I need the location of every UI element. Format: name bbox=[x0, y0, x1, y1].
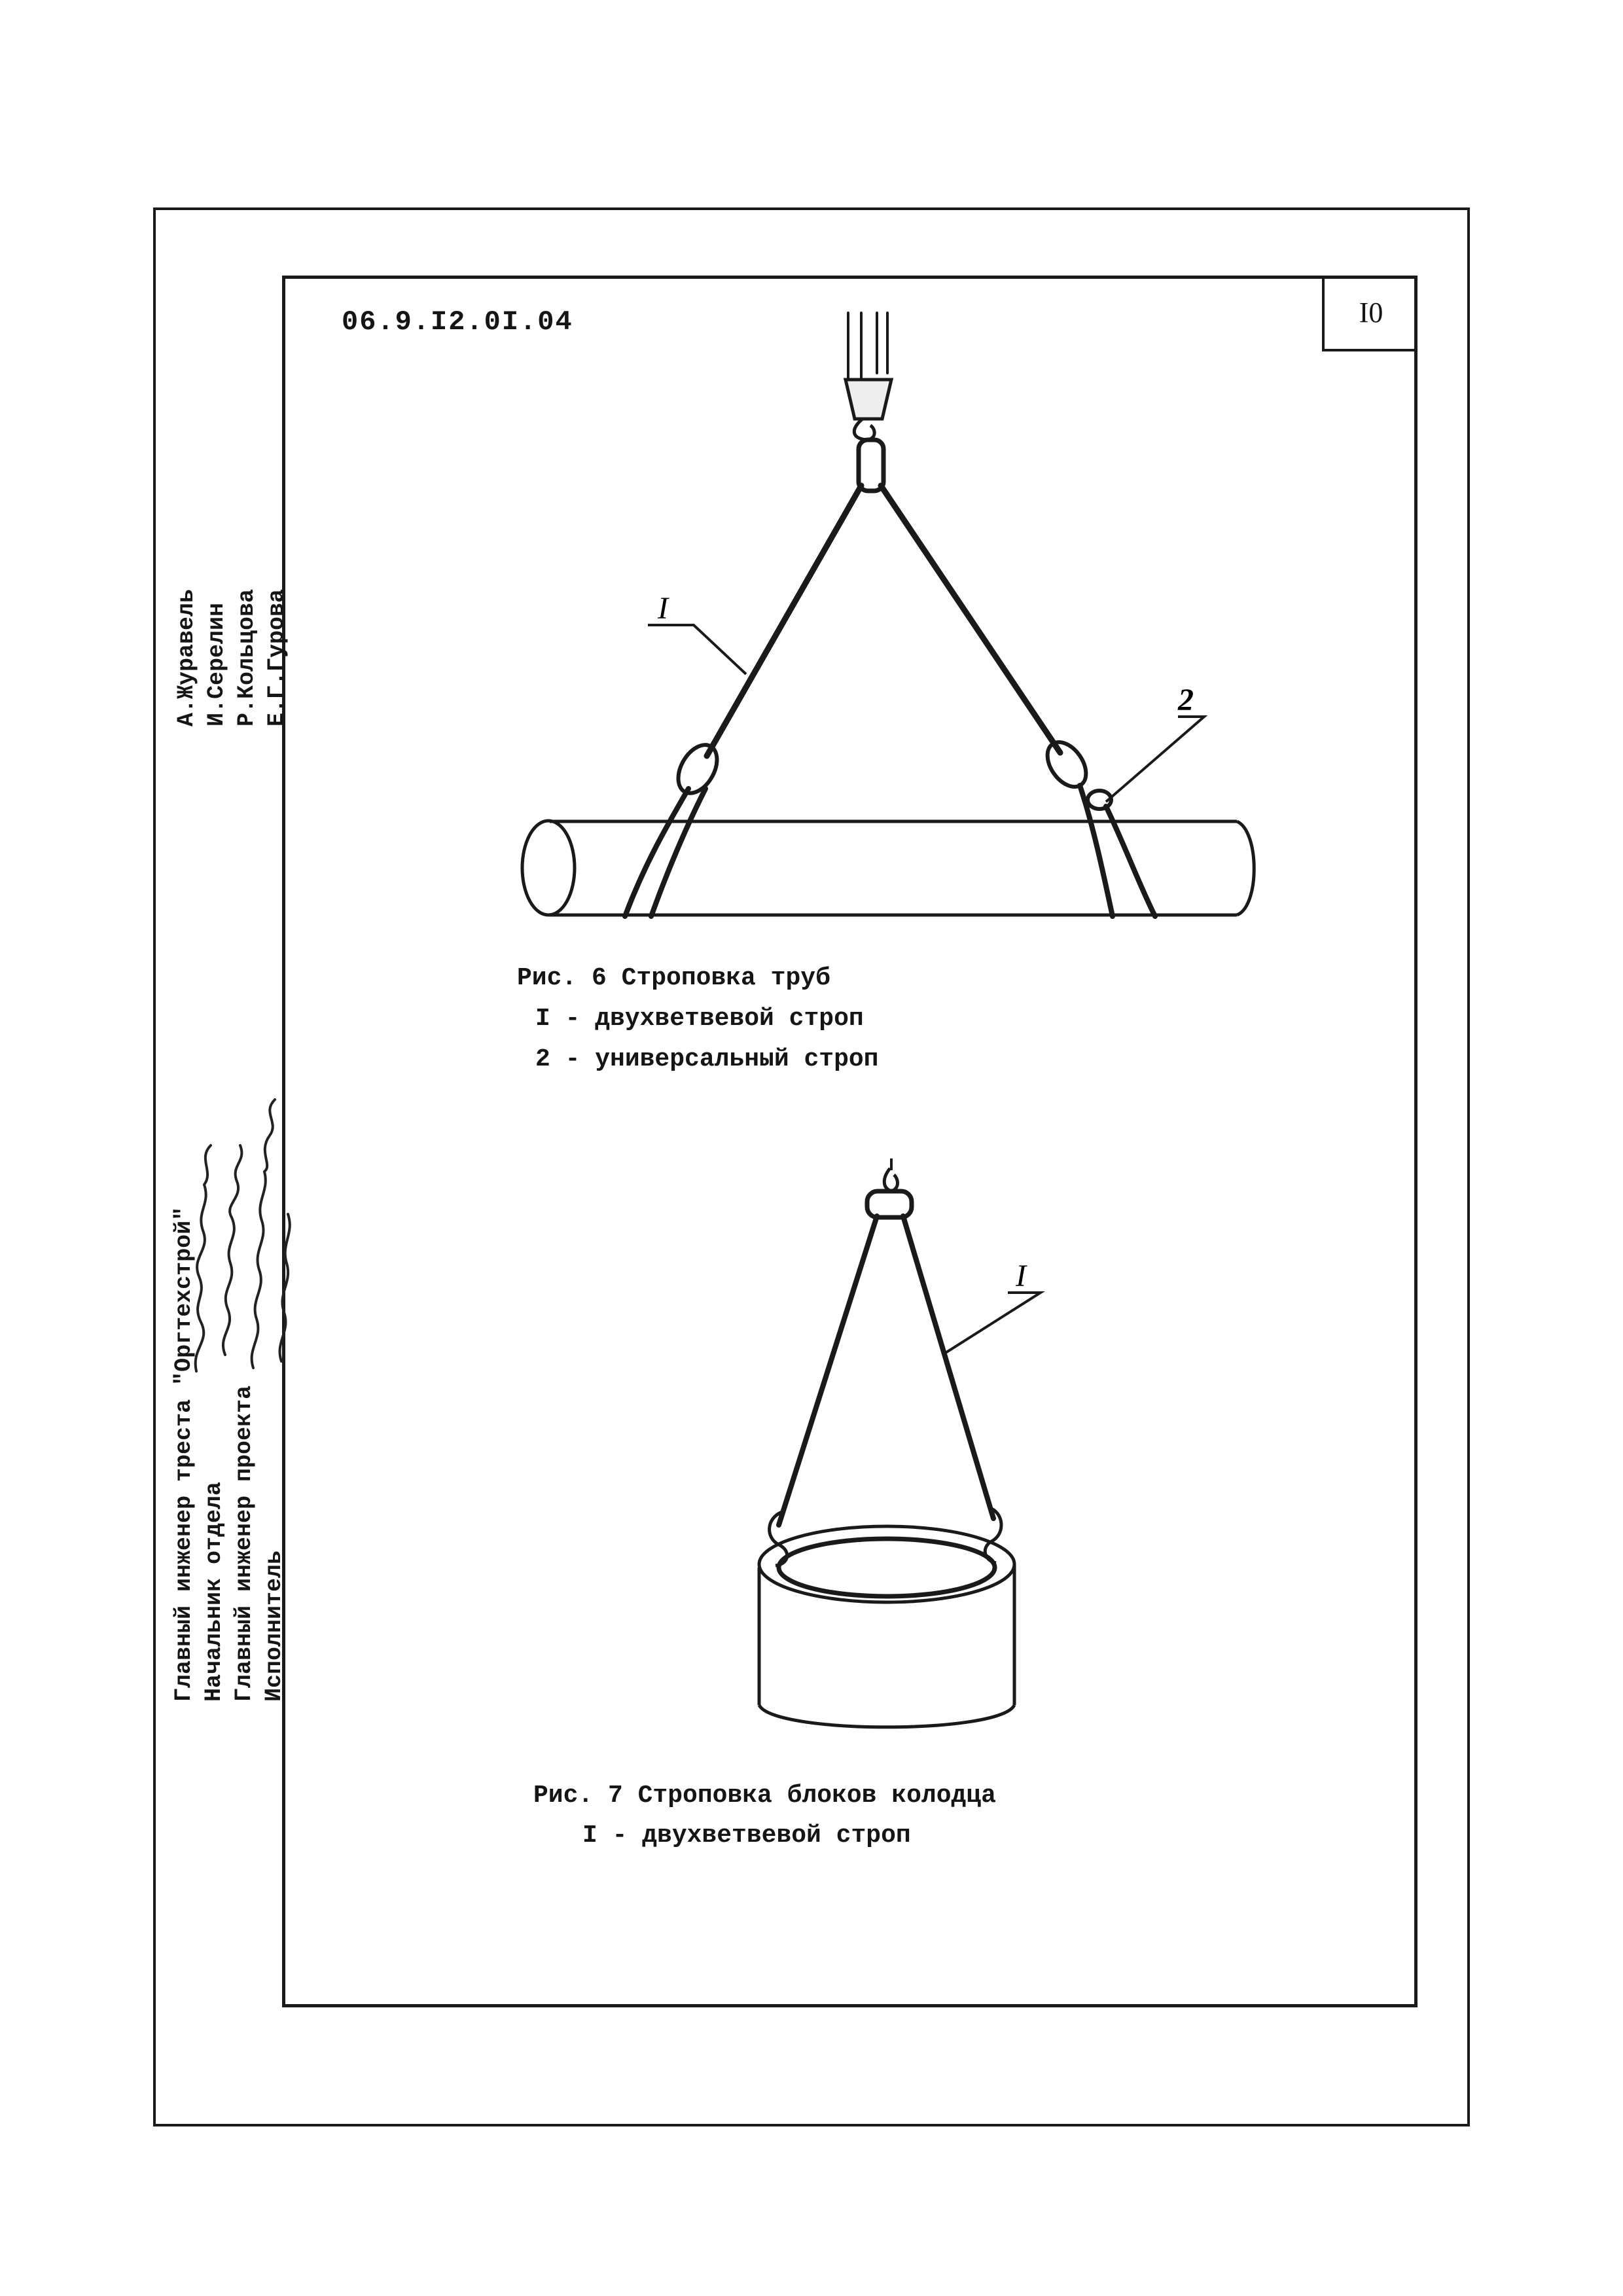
callout-leader-7 bbox=[942, 1293, 1041, 1355]
ring-top-inner bbox=[779, 1539, 995, 1596]
crane-hook bbox=[854, 419, 874, 440]
role-executor: Исполнитель bbox=[261, 1550, 287, 1702]
role-department-head: Начальник отдела bbox=[201, 1481, 227, 1702]
callout-label-1: I bbox=[658, 591, 668, 626]
figure-7-caption: Рис. 7 Строповка блоков колодца bbox=[533, 1782, 996, 1810]
sling-leg-right-7 bbox=[903, 1216, 993, 1518]
figure-6-caption: Рис. 6 Строповка труб bbox=[517, 964, 830, 992]
name-4: Е.Г.Гурова bbox=[264, 588, 290, 726]
pipe-end-left bbox=[522, 821, 575, 915]
figure-7-legend-item-1: I - двухветвевой строп bbox=[582, 1821, 911, 1850]
figure-7-well-block-slinging bbox=[0, 1145, 1623, 1767]
name-1: А.Журавель bbox=[173, 588, 200, 726]
callout-leader-2 bbox=[1106, 717, 1204, 802]
sling-leg-left-7 bbox=[779, 1216, 877, 1525]
pipe-end-right bbox=[1237, 821, 1254, 915]
sling-leg-right bbox=[881, 486, 1060, 753]
left-sling-hook bbox=[670, 738, 724, 800]
figure-6-legend-item-2: 2 - универсальный строп bbox=[535, 1045, 879, 1073]
callout-label-2: 2 bbox=[1178, 683, 1194, 717]
crane-hook-small bbox=[884, 1168, 897, 1191]
role-chief-engineer-trust: Главный инженер треста "Оргтехстрой" bbox=[171, 1206, 197, 1702]
ring-bottom bbox=[759, 1705, 1014, 1727]
page-number: I0 bbox=[1359, 296, 1383, 329]
figure-6-legend-item-1: I - двухветвевой строп bbox=[535, 1005, 864, 1033]
sling-leg-left bbox=[707, 486, 861, 756]
document-code: 06.9.I2.0I.04 bbox=[342, 306, 573, 338]
crane-hook-block bbox=[846, 380, 891, 419]
figure-6-pipe-slinging bbox=[0, 0, 1623, 969]
name-2: И.Серелин bbox=[204, 602, 230, 726]
callout-label-7: I bbox=[1016, 1259, 1026, 1293]
callout-leader-1 bbox=[648, 625, 746, 674]
right-sling-hook bbox=[1040, 735, 1094, 794]
name-3: Р.Кольцова bbox=[234, 588, 260, 726]
role-chief-project-engineer: Главный инженер проекта bbox=[231, 1385, 257, 1702]
master-link-small bbox=[867, 1191, 912, 1217]
